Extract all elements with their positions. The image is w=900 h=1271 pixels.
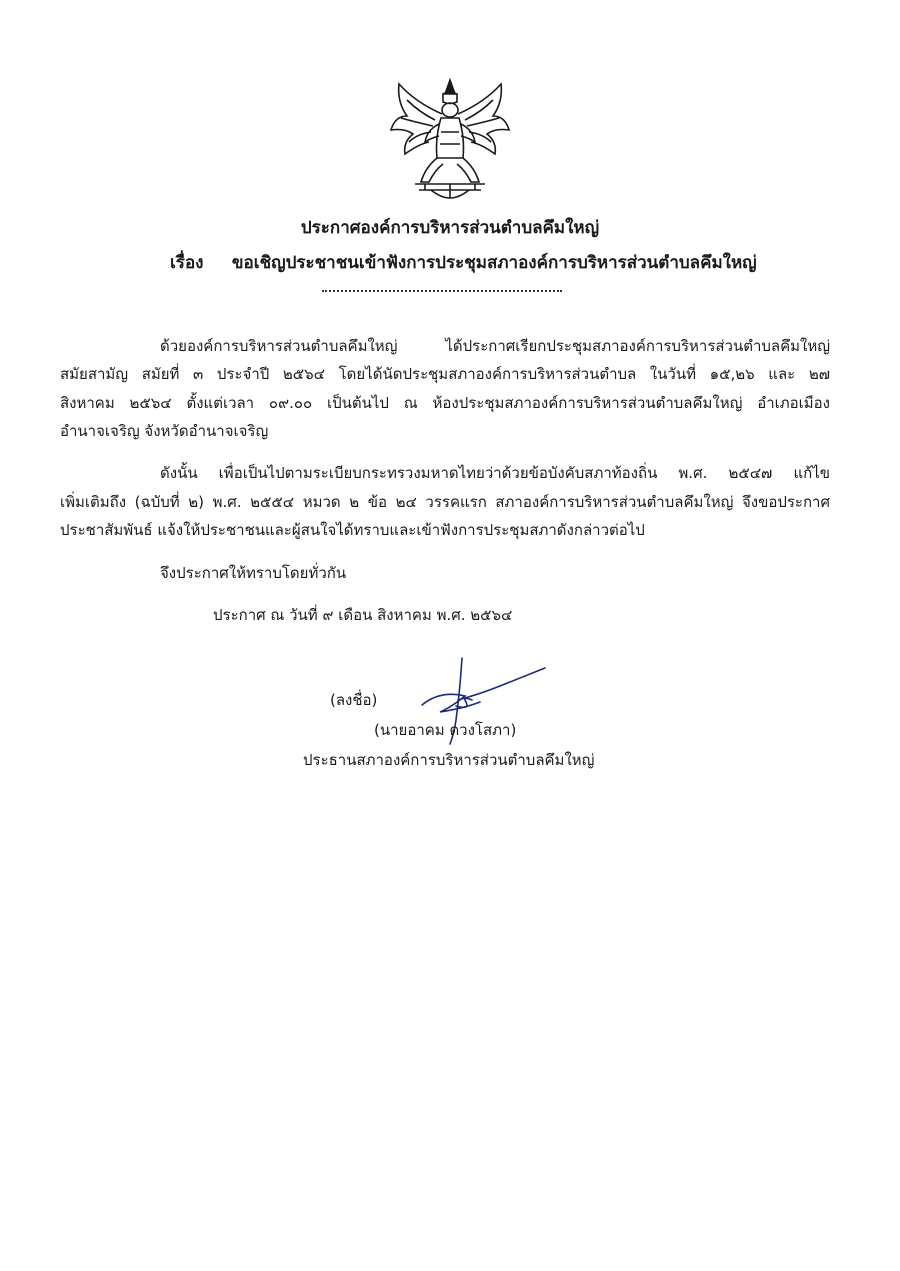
paragraph-2-line-3: ประชาสัมพันธ์ แจ้งให้ประชาชนและผู้สนใจได้ทราบและเข้าฟังการประชุมสภาดังกล่าวต่อไป [60,521,645,539]
paragraph-1-line-4: อำนาจเจริญ จังหวัดอำนาจเจริญ [60,422,269,440]
garuda-emblem [385,72,515,204]
signatory-position: ประธานสภาองค์การบริหารส่วนตำบลคึมใหญ่ [303,751,595,769]
announce-line: จึงประกาศให้ทราบโดยทั่วกัน [160,564,347,582]
subject-text: ขอเชิญประชาชนเข้าฟังการประชุมสภาองค์การบริหารส่วนตำบลคึมใหญ่ [231,253,757,273]
subject-line [170,249,757,276]
announcement-date: ประกาศ ณ วันที่ ๙ เดือน สิงหาคม พ.ศ. ๒๕๖๔ [213,606,513,624]
subject-label: เรื่อง [170,253,204,273]
signature-label: (ลงชื่อ) [330,691,378,709]
signatory-name: (นายอาคม ดวงโสภา) [374,721,517,739]
paragraph-1-line-2: สมัยสามัญ สมัยที่ ๓ ประจำปี ๒๕๖๔ โดยได้นัดประชุมสภาองค์การบริหารส่วนตำบล ในวันที่ ๑๕,๒๖ และ ๒๗ [60,365,830,383]
separator-dotted-line [322,290,562,292]
paragraph-1-line-3: สิงหาคม ๒๕๖๔ ตั้งแต่เวลา ๐๙.๐๐ เป็นต้นไป ณ ห้องประชุมสภาองค์การบริหารส่วนตำบลคึมใหญ่ อำเภอเมือง [60,394,830,412]
announcement-title: ประกาศองค์การบริหารส่วนตำบลคึมใหญ่ [300,218,600,238]
paragraph-2-line-2: เพิ่มเติมถึง (ฉบับที่ ๒) พ.ศ. ๒๕๕๔ หมวด ๒ ข้อ ๒๔ วรรคแรก สภาองค์การบริหารส่วนตำบลคึมใหญ่ จึงขอประกาศ [60,493,830,511]
paragraph-1-line-1: ด้วยองค์การบริหารส่วนตำบลคึมใหญ่ ได้ประกาศเรียกประชุมสภาองค์การบริหารส่วนตำบลคึมใหญ่ [160,337,830,355]
paragraph-2-line-1: ดังนั้น เพื่อเป็นไปตามระเบียบกระทรวงมหาดไทยว่าด้วยข้อบังคับสภาท้องถิ่น พ.ศ. ๒๕๔๗ แก้ไข [160,464,830,482]
